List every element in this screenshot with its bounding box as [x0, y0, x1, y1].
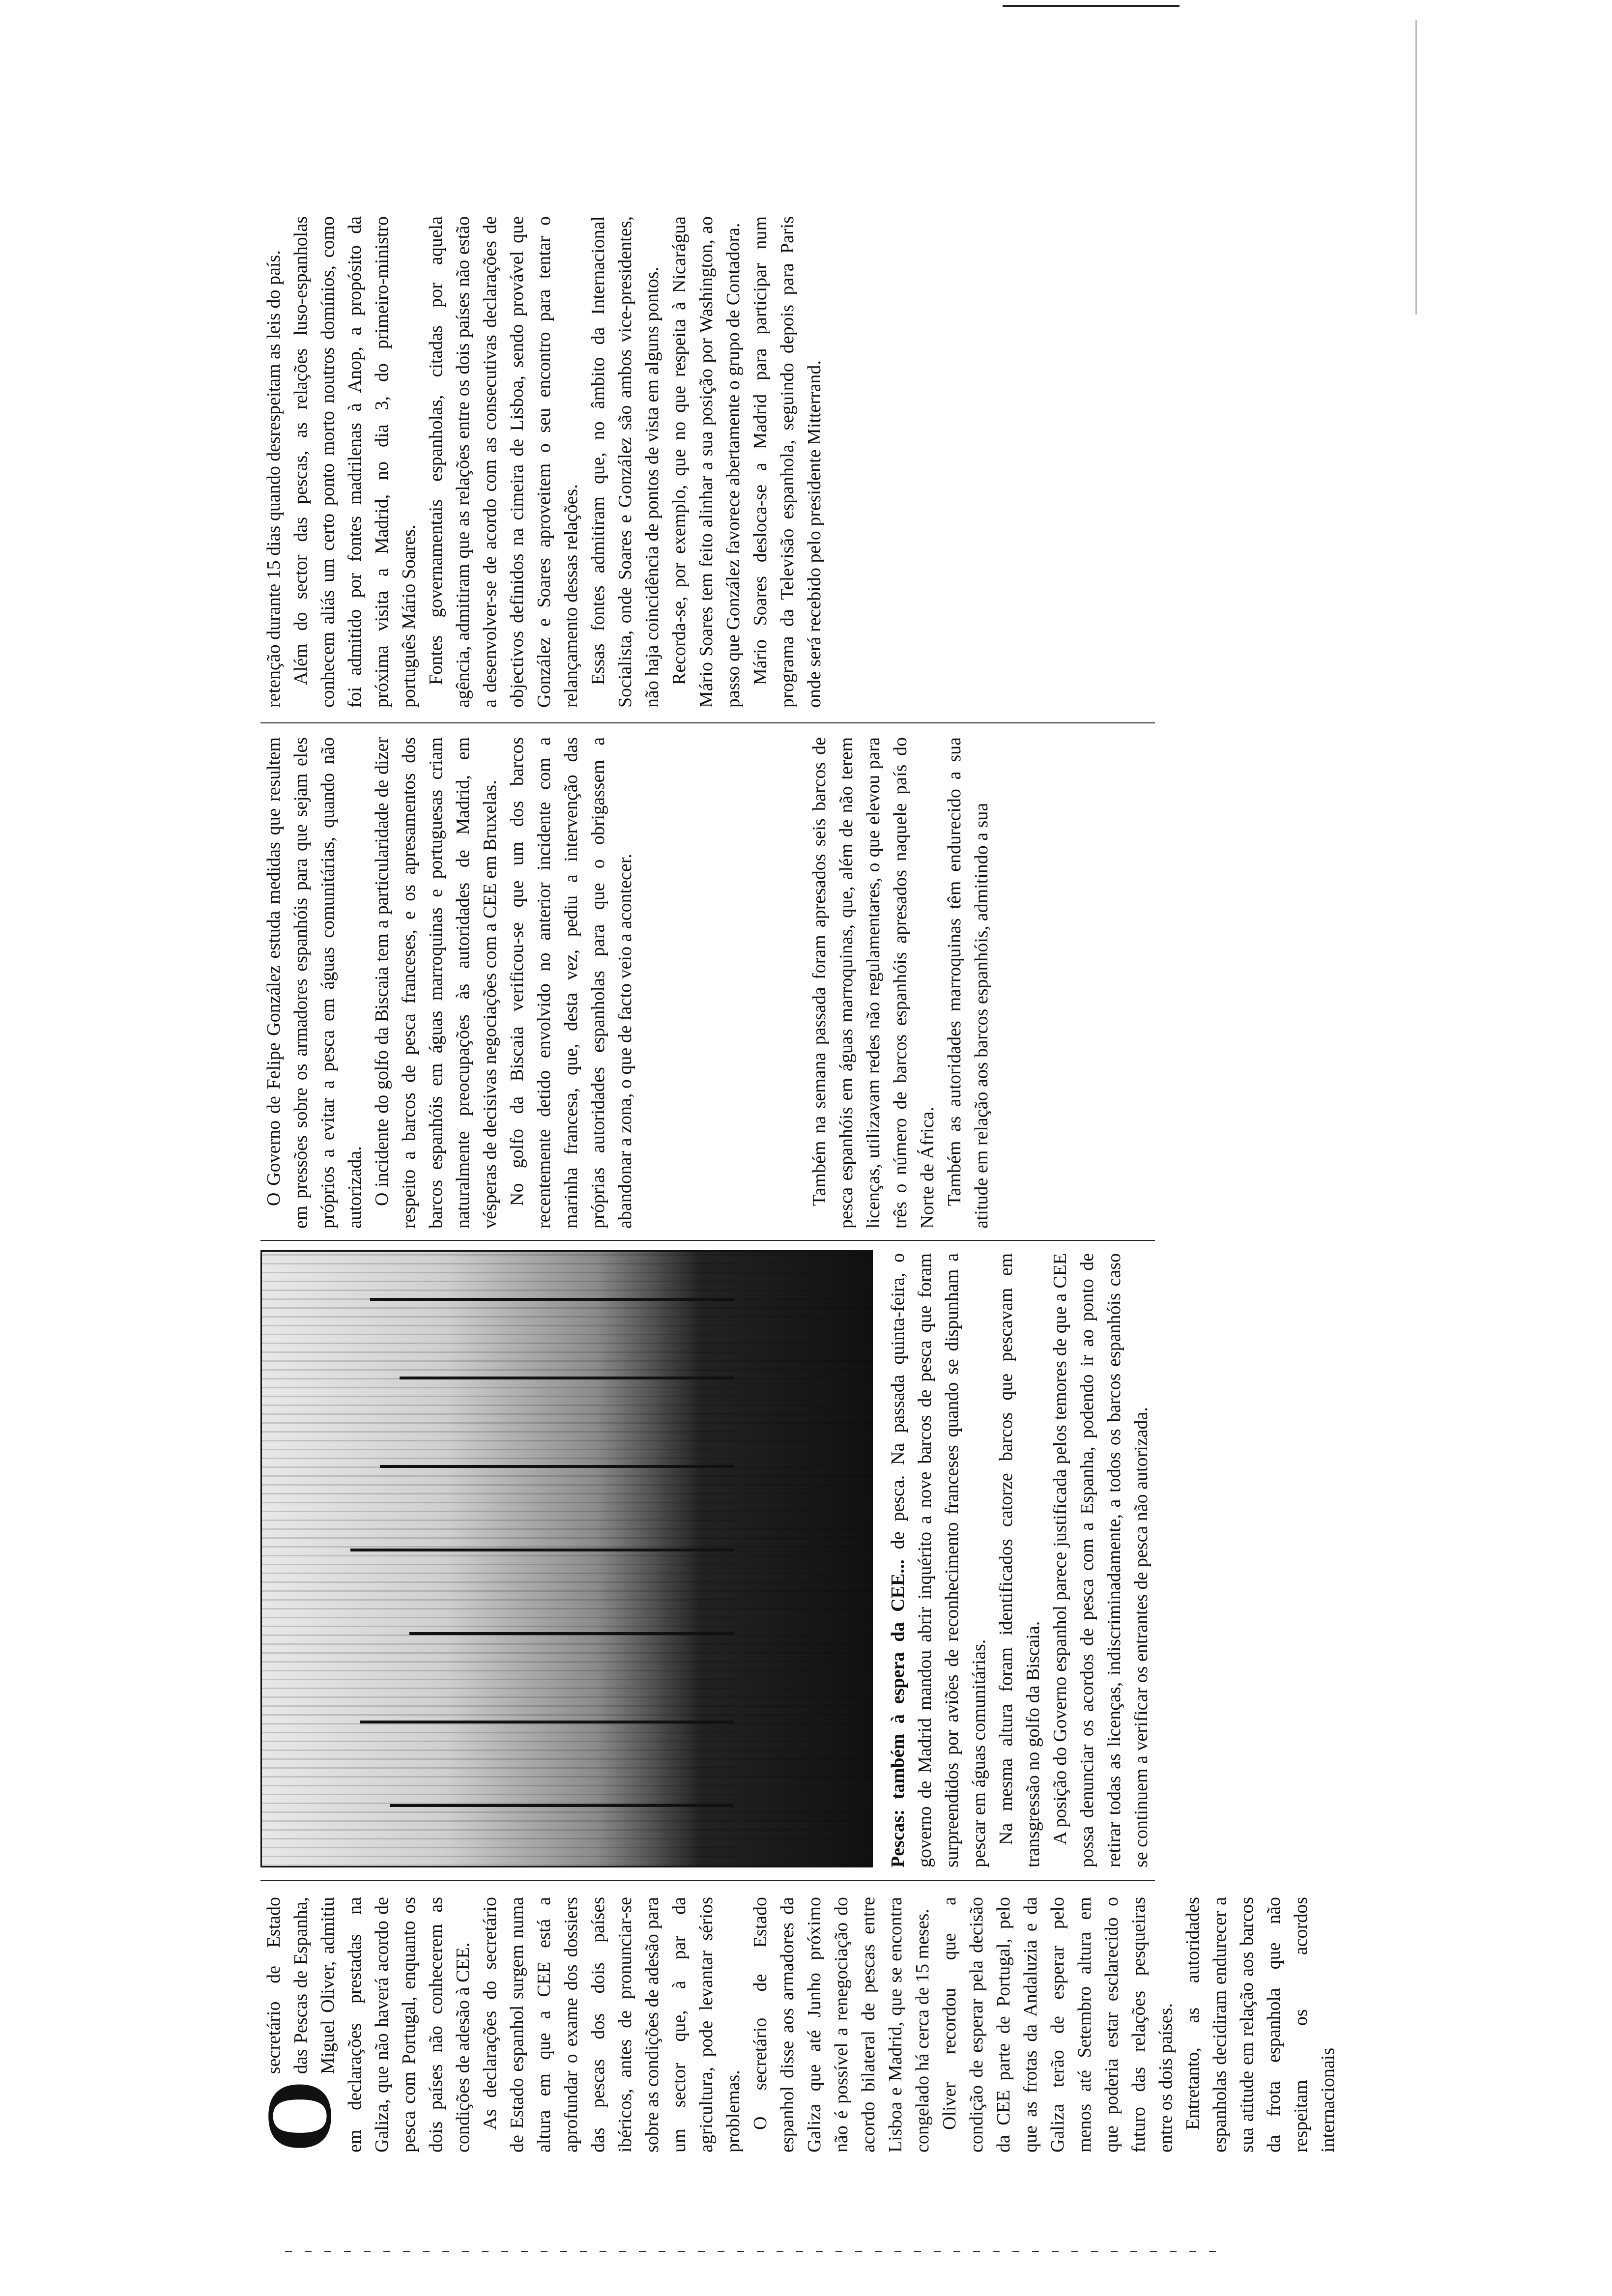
paragraph: Também na semana passada foram apresados seis barcos de pesca espanhóis em águas marroquinas, que, além de não terem licenças, utilizavam redes não regulamentares, o que elevou para três o número de barcos espanhóis apresados naquele país do Norte de África.: [809, 737, 938, 1229]
caption-paragraph: Na mesma altura foram identificados catorze barcos que pescavam em transgressão no golfo da Biscaia.: [996, 1253, 1043, 1867]
column-rule: [260, 1880, 1155, 1881]
article-column-3: [260, 737, 639, 1229]
boat-mast: [390, 1804, 734, 1807]
paragraph: Mário Soares desloca-se a Madrid para participar num programa da Televisão espanhola, seguindo depois para Paris onde será recebido pelo presidente Mitterrand.: [750, 216, 825, 708]
drop-cap: O: [248, 2080, 351, 2152]
boat-mast: [360, 1721, 734, 1723]
boat-mast: [400, 1377, 734, 1379]
newspaper-clipping: [226, 118, 1338, 2182]
article-column-1: [248, 1897, 1342, 2152]
paragraph: Oliver recordou que a condição de esperar pela decisão da CEE parte de Portugal, pelo que as frotas da Andaluzia e da Galiza terão de esperar pelo menos até Setembro altura em que poderia estar esclarecido o futuro das relações pesqueiras entre os dois países.: [939, 1897, 1176, 2152]
scan-edge-right: [1415, 20, 1417, 315]
paragraph: No golfo da Biscaia verificou-se que um dos barcos recentemente detido envolvido no anterior incidente com a marinha francesa, que, desta vez, pediu a intervenção das próprias autoridades espanholas para que o obrigassem a abandonar a zona, o que de facto veio a acontecer.: [507, 737, 635, 1229]
scan-edge-bottom: [285, 2251, 1219, 2252]
paragraph: Além do sector das pescas, as relações luso-espanholas conhecem aliás um certo ponto morto noutros domínios, como foi admitido por fontes madrilenas à Anop, a propósito da próxima visita a Madrid, no dia 3, do primeiro-ministro português Mário Soares.: [290, 216, 419, 708]
boat-mast: [370, 1298, 734, 1301]
photo-caption-and-text: [885, 1253, 1155, 1867]
paragraph: Essas fontes admitiram que, no âmbito da Internacional Socialista, onde Soares e González são ambos vice-presidentes, não haja coincidência de pontos de vista em alguns pontos.: [588, 216, 662, 708]
paragraph: As declarações do secretário de Estado espanhol surgem numa altura em que a CEE está a aprofundar o exame dos dossiers das pescas dos dois países ibéricos, antes de pronunciar-se sobre as condições de adesão para um sector que, à par da agricultura, pode levantar sérios problemas.: [480, 1897, 744, 2152]
column-rule: [260, 1240, 1155, 1241]
column-rule: [260, 722, 1155, 723]
boat-mast: [350, 1549, 734, 1551]
paragraph: retenção durante 15 dias quando desrespeitam as leis do país.: [263, 250, 284, 708]
lead-text: secretário de Estado das Pescas de Espanha, Miguel Oliver, admitiu em declarações prestadas na Galiza, que não haverá acordo de pesca com Portugal, enquanto os dois países não conhecerem as condições de adesão à CEE.: [263, 1897, 473, 2152]
caption-label: Pescas: também à espera da CEE...: [888, 1559, 908, 1867]
paragraph: Fontes governamentais espanholas, citadas por aquela agência, admitiram que as relações entre os dois países não estão a desenvolver-se de acordo com as consecutivas declarações de objectivos definidos na cimeira de Lisboa, sendo provável que González e Soares aproveitem o seu encontro para tentar o relançamento dessas relações.: [426, 216, 581, 708]
boat-mast: [380, 1465, 734, 1468]
caption-paragraph: A posição do Governo espanhol parece justificada pelos temores de que a CEE possa denunciar os acordos de pesca com a Espanha, podendo ir ao ponto de retirar todas as licenças, indiscriminadamente, a todos os barcos espanhóis caso se continuem a verificar os entrantes de pesca não autorizada.: [1050, 1253, 1151, 1867]
caption-body: de pesca. Na passada quinta-feira, o governo de Madrid mandou abrir inquérito a nove barcos de pesca que foram surpreendidos por aviões de reconhecimento franceses quando se dispunham a pescar em águas comunitárias.: [888, 1253, 989, 1867]
paragraph-lead: [248, 1897, 477, 2152]
paragraph: Também as autoridades marroquinas têm endurecido a sua atitude em relação aos barcos espanhóis, admitindo a sua: [944, 737, 992, 1229]
paragraph: O secretário de Estado espanhol disse aos armadores da Galiza que até Junho próximo não é possível a renegociação do acordo bilateral de pescas entre Lisboa e Madrid, que se encontra congelado há cerca de 15 meses.: [750, 1897, 933, 2152]
boat-mast: [409, 1632, 734, 1635]
scan-edge-top: [1003, 5, 1180, 7]
fishing-boats-photo: [260, 1250, 873, 1867]
article-column-4: [806, 737, 995, 1229]
article-column-5: [260, 216, 828, 708]
paragraph: O Governo de Felipe González estuda medidas que resultem em pressões sobre os armadores espanhóis para que sejam eles próprios a evitar a pesca em águas comunitárias, quando não autorizada.: [263, 737, 365, 1229]
paragraph: Entretanto, as autoridades espanholas decidiram endurecer a sua atitude em relação aos barcos da frota espanhola que não respeitam os acordos internacionais: [1182, 1897, 1338, 2152]
paragraph: O incidente do golfo da Biscaia tem a particularidade de dizer respeito a barcos de pesca franceses, e os apresamentos dos barcos espanhóis em águas marroquinas e portuguesas criam naturalmente preocupações às autoridades de Madrid, em vésperas de decisivas negociações com a CEE em Bruxelas.: [372, 737, 500, 1229]
paragraph: Recorda-se, por exemplo, que no que respeita à Nicarágua Mário Soares tem feito alinhar a sua posição por Washington, ao passo que González favorece abertamente o grupo de Contadora.: [669, 216, 744, 708]
caption-paragraph: [885, 1253, 993, 1867]
